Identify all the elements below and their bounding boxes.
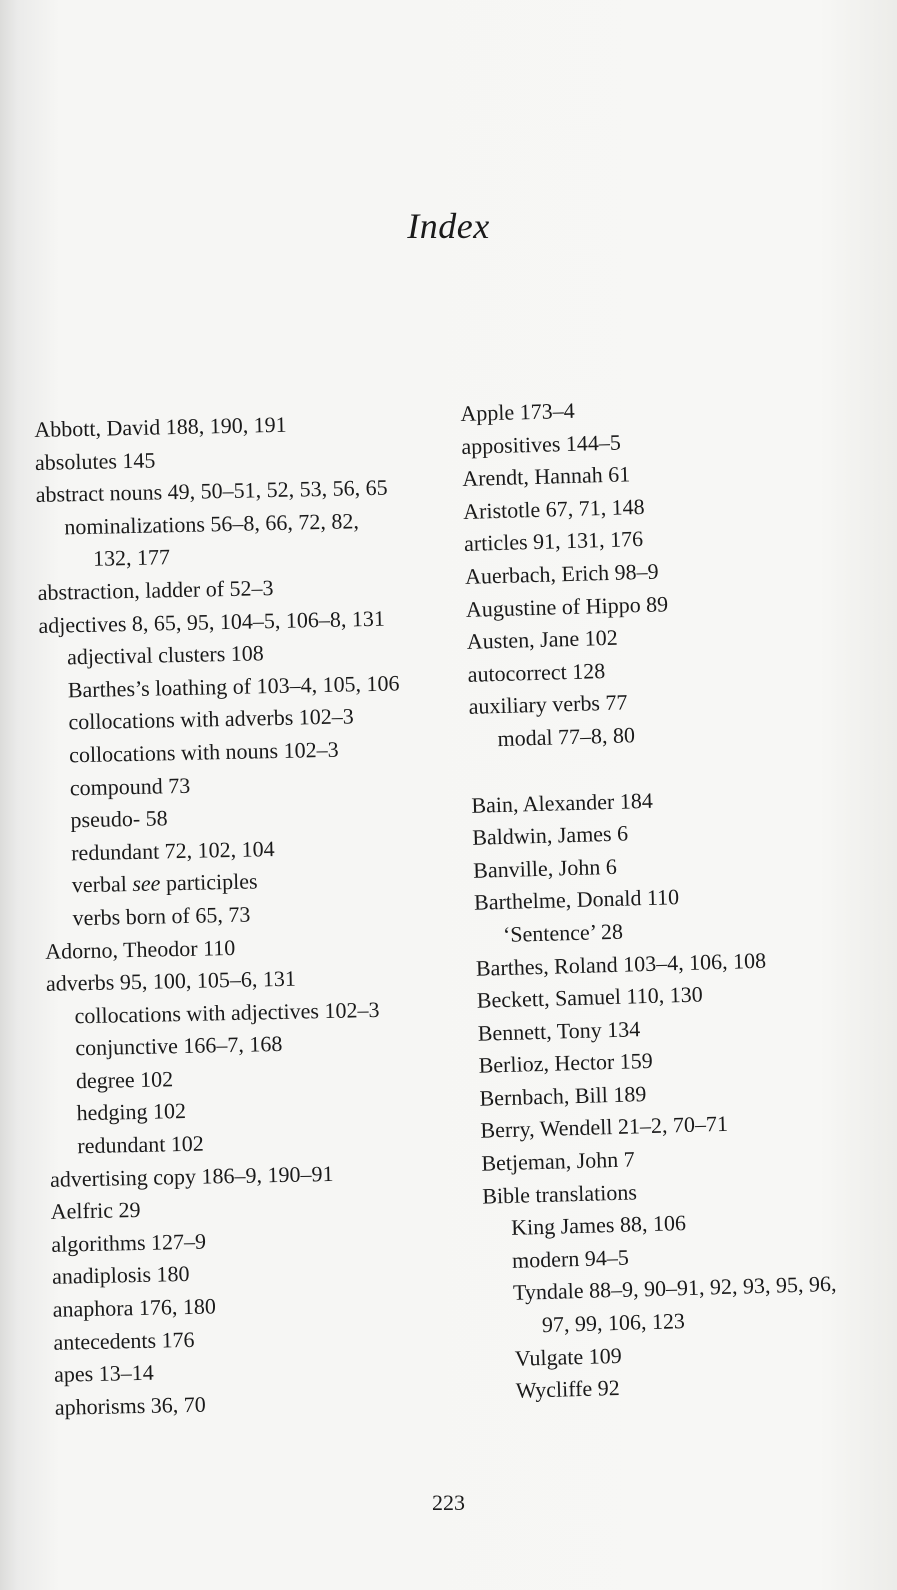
index-column-right [460,386,897,1408]
see-cross-reference: see [132,870,161,897]
index-subentry: modern 94–5 [511,1244,630,1273]
index-entry: anadiplosis 180 [51,1261,190,1290]
index-subentry: conjunctive 166–7, 168 [75,1031,283,1061]
index-subentry: King James 88, 106 [510,1210,687,1241]
index-subentry: redundant 102 [77,1130,205,1159]
index-subentry: 97, 99, 106, 123 [541,1308,686,1338]
index-entry: Barthes, Roland 103–4, 106, 108 [475,947,767,981]
index-entry: adverbs 95, 100, 105–6, 131 [45,965,297,996]
index-subentry: adjectival clusters 108 [66,640,265,670]
index-subentry: 132, 177 [92,544,171,572]
index-entry: advertising copy 186–9, 190–91 [49,1160,334,1192]
page-title: Index [407,206,490,246]
index-entry: Austen, Jane 102 [466,624,619,655]
index-subentry: modal 77–8, 80 [497,722,636,752]
index-entry: Beckett, Samuel 110, 130 [476,981,703,1013]
index-entry: Betjeman, John 7 [481,1146,636,1176]
index-entry: Adorno, Theodor 110 [44,934,236,964]
index-subentry: ‘Sentence’ 28 [502,918,624,947]
index-entry: Apple 173–4 [460,397,576,426]
index-subentry: collocations with nouns 102–3 [68,736,339,768]
index-entry: Berry, Wendell 21–2, 70–71 [480,1111,729,1144]
index-subentry: nominalizations 56–8, 66, 72, 82, [64,508,360,540]
index-entry: aphorisms 36, 70 [54,1391,206,1420]
index-entry: Baldwin, James 6 [471,820,629,850]
index-entry: auxiliary verbs 77 [468,689,628,720]
index-entry: algorithms 127–9 [51,1228,207,1257]
index-subentry: hedging 102 [76,1098,187,1126]
index-subentry: Vulgate 109 [514,1342,622,1371]
index-entry: Bernbach, Bill 189 [479,1080,647,1111]
index-entry: Banville, John 6 [472,853,618,883]
index-entry: Barthelme, Donald 110 [473,884,680,916]
index-subentry: pseudo- 58 [70,805,168,833]
index-subentry: collocations with adverbs 102–3 [68,703,355,735]
index-subentry: Barthes’s loathing of 103–4, 105, 106 [67,670,400,703]
index-entry: Bennett, Tony 134 [477,1015,641,1046]
index-subentry: Tyndale 88–9, 90–91, 92, 93, 95, 96, [512,1271,837,1306]
index-subentry: compound 73 [69,772,191,800]
index-subentry: collocations with adjectives 102–3 [74,996,380,1028]
index-entry: Arendt, Hannah 61 [461,461,631,492]
index-entry: Bible translations [481,1179,638,1209]
index-entry: anaphora 176, 180 [52,1293,217,1322]
index-entry: Aelfric 29 [50,1197,141,1225]
index-entry: Aristotle 67, 71, 148 [462,493,645,524]
index-entry: Abbott, David 188, 190, 191 [34,411,287,442]
index-entry: abstract nouns 49, 50–51, 52, 53, 56, 65 [35,474,388,508]
index-subentry: Wycliffe 92 [515,1375,620,1404]
index-entry: Bain, Alexander 184 [471,787,654,818]
index-subentry: redundant 72, 102, 104 [70,835,275,866]
index-subentry: degree 102 [75,1066,174,1094]
index-column-left [34,405,475,1424]
index-entry: apes 13–14 [53,1359,154,1388]
index-subentry: verbs born of 65, 73 [72,901,251,931]
index-entry: abstraction, ladder of 52–3 [37,574,274,605]
index-entry: articles 91, 131, 176 [463,526,644,557]
index-entry: Berlioz, Hector 159 [478,1048,654,1079]
index-entry: appositives 144–5 [460,429,622,459]
index-entry: Augustine of Hippo 89 [465,590,669,622]
index-entry: adjectives 8, 65, 95, 104–5, 106–8, 131 [38,605,386,638]
page-number: 223 [432,1490,465,1515]
index-entry: antecedents 176 [53,1326,195,1355]
index-entry: absolutes 145 [34,447,156,475]
index-entry: Auerbach, Erich 98–9 [464,558,659,589]
index-subentry: verbal see participles [71,868,258,898]
index-entry: autocorrect 128 [467,657,606,687]
